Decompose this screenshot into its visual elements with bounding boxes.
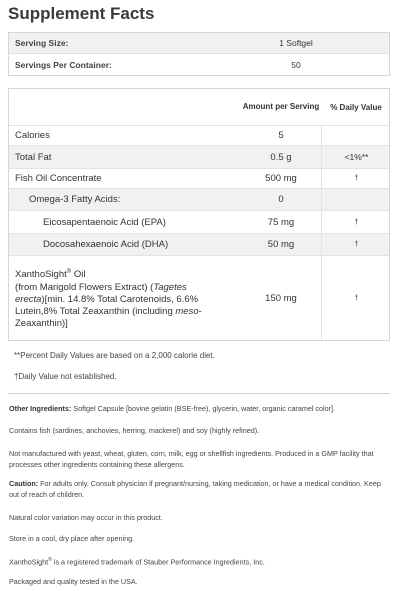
serving-box xyxy=(8,32,390,76)
table-row: Fish Oil Concentrate 500 mg † xyxy=(9,169,389,189)
caution-text: Caution: For adults only. Consult physician if pregnant/nursing, taking medication, or have a medical condition. Keep out of reach of children. xyxy=(9,479,381,499)
table-row: Calories 5 xyxy=(9,126,389,146)
serving-size-value: 1 Softgel xyxy=(279,38,313,48)
table-row: Total Fat 0.5 g <1%** xyxy=(9,146,389,169)
xanthosight-name: XanthoSight® Oil (from Marigold Flowers Extract) (Tagetes erecta)[min. 14.8% Total Carotenoids, 6.6% Lutein,8% Total Zeaxanthin (including meso-Zeaxanthin)] xyxy=(15,269,202,329)
nutrient-table xyxy=(8,88,390,341)
table-row-xanthosight: XanthoSight® Oil (from Marigold Flowers Extract) (Tagetes erecta)[min. 14.8% Total Carotenoids, 6.6% Lutein,8% Total Zeaxanthin (including meso-Zeaxanthin)] 150 mg † xyxy=(9,256,389,340)
contains-text: Contains fish (sardines, anchovies, herring, mackerel) and soy (highly refined). xyxy=(9,426,260,435)
servings-per-container-value: 50 xyxy=(291,59,301,70)
footnote-dagger: †Daily Value not established. xyxy=(14,372,117,381)
trademark-text: XanthoSight® is a registered trademark of Stauber Performance Ingredients, Inc. xyxy=(9,557,265,567)
header-amount: Amount per Serving xyxy=(242,102,320,111)
header-dv: % Daily Value xyxy=(330,102,382,112)
manufacturing-text: Not manufactured with yeast, wheat, gluten, corn, milk, egg or shellfish ingredients. Produced in a GMP facility that processes other ingredients containing these allergens. xyxy=(9,449,374,469)
servings-per-container-label: Servings Per Container: xyxy=(15,59,112,70)
page-title: Supplement Facts xyxy=(8,4,155,23)
other-ingredients: Other Ingredients: Softgel Capsule [bovine gelatin (BSE-free), glycerin, water, organic caramel color]. xyxy=(9,404,335,413)
storage-text: Store in a cool, dry place after opening. xyxy=(9,534,135,543)
servings-per-container-row xyxy=(9,54,389,75)
color-variation-text: Natural color variation may occur in this product. xyxy=(9,513,163,522)
serving-size-row xyxy=(9,33,389,54)
table-row: Eicosapentaenoic Acid (EPA) 75 mg † xyxy=(9,211,389,234)
table-header xyxy=(9,89,389,126)
divider xyxy=(8,393,390,394)
serving-size-label: Serving Size: xyxy=(15,38,69,48)
table-row: Omega-3 Fatty Acids: 0 xyxy=(9,189,389,211)
packaged-text: Packaged and quality tested in the USA. xyxy=(9,577,138,586)
table-row: Docosahexaenoic Acid (DHA) 50 mg † xyxy=(9,234,389,256)
footnote-percent: **Percent Daily Values are based on a 2,000 calorie diet. xyxy=(14,351,215,360)
